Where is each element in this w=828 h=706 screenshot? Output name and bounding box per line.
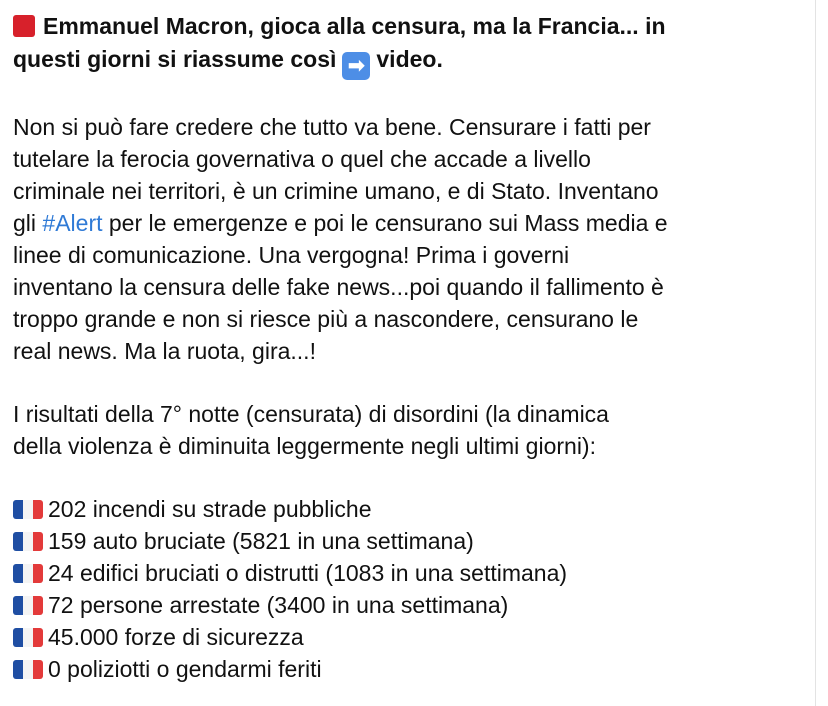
stat-text: 0 poliziotti o gendarmi feriti: [48, 656, 322, 682]
france-flag-icon: [13, 500, 43, 519]
stat-text: 72 persone arrestate (3400 in una settimana): [48, 592, 509, 618]
intro-line: inventano la censura delle fake news...poi quando il fallimento è: [13, 274, 664, 300]
stat-item: [13, 621, 815, 653]
red-square-icon: [13, 15, 35, 37]
intro-line: linee di comunicazione. Una vergogna! Prima i governi: [13, 242, 570, 268]
stat-text: 24 edifici bruciati o distrutti (1083 in una settimana): [48, 560, 568, 586]
stat-item: [13, 557, 815, 589]
intro-line: Non si può fare credere che tutto va bene. Censurare i fatti per: [13, 114, 651, 140]
stat-item: [13, 589, 815, 621]
intro-line: tutelare la ferocia governativa o quel che accade a livello: [13, 146, 591, 172]
hashtag-line-after: per le emergenze e poi le censurano sui Mass media e: [102, 210, 668, 236]
france-flag-icon: [13, 532, 43, 551]
title-part-1: Emmanuel Macron, gioca alla censura, ma la Francia... in: [43, 13, 666, 39]
stat-text: 202 incendi su strade pubbliche: [48, 496, 372, 522]
france-flag-icon: [13, 660, 43, 679]
intro-line: troppo grande e non si riesce più a nascondere, censurano le: [13, 306, 639, 332]
stat-item: [13, 493, 815, 525]
intro-line: real news. Ma la ruota, gira...!: [13, 338, 316, 364]
hashtag-line: [13, 207, 813, 239]
hashtag-link[interactable]: #Alert: [42, 210, 103, 236]
post-title: [13, 10, 813, 80]
intro-line: criminale nei territori, è un crimine umano, e di Stato. Inventano: [13, 178, 659, 204]
stat-text: 45.000 forze di sicurezza: [48, 624, 304, 650]
right-arrow-icon: ➡: [342, 52, 370, 80]
title-part-2: questi giorni si riassume così: [13, 46, 337, 72]
intro-paragraph: [13, 111, 813, 367]
results-line: della violenza è diminuita leggermente negli ultimi giorni):: [13, 433, 596, 459]
stat-text: 159 auto bruciate (5821 in una settimana): [48, 528, 474, 554]
stat-item: [13, 525, 815, 557]
france-flag-icon: [13, 628, 43, 647]
results-paragraph: [13, 398, 813, 462]
hashtag-line-before: gli: [13, 210, 43, 236]
title-part-3: video.: [376, 46, 443, 72]
stats-list: [13, 493, 815, 685]
france-flag-icon: [13, 564, 43, 583]
stat-item: [13, 653, 815, 685]
france-flag-icon: [13, 596, 43, 615]
results-line: I risultati della 7° notte (censurata) di disordini (la dinamica: [13, 401, 609, 427]
